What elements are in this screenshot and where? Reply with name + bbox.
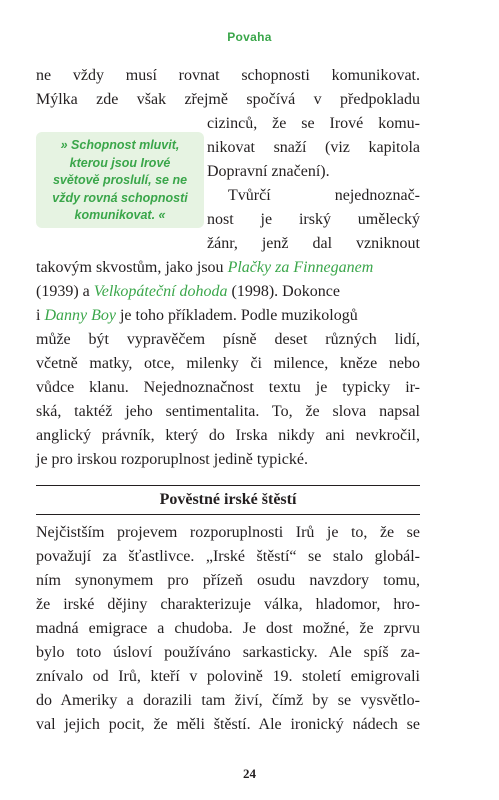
body-line: je pro irskou rozporuplnost jedině typické. — [36, 451, 308, 468]
body-line: Nejčistším projevem rozporuplnosti Irů je to, že se — [36, 524, 420, 541]
body-line: nikovat snaží (viz kapitola — [207, 139, 420, 156]
pull-quote-line: světově proslulí, se ne — [52, 173, 188, 187]
body-line: ním synonymem pro přízeň osudu navzdory tomu, — [36, 572, 420, 589]
divider — [36, 485, 420, 486]
body-line: madná emigrace a chudoba. Je dost možné, že zprvu — [36, 620, 420, 637]
body-line: žánr, jenž dal vzniknout — [207, 235, 420, 252]
pull-quote-line: komunikovat. « — [74, 208, 166, 222]
body-line: cizinců, že se Irové komu- — [207, 115, 420, 132]
body-line — [36, 257, 420, 279]
body-line: považují za šťastlivce. „Irské štěstí“ se stalo globál- — [36, 548, 420, 565]
work-title: Danny Boy — [44, 307, 116, 324]
running-header: Povaha — [227, 30, 272, 44]
body-line: nost je irský umělecký — [207, 211, 420, 228]
body-line: ne vždy musí rovnat schopnosti komunikovat. — [36, 67, 420, 84]
pull-quote-line: » Schopnost mluvit, — [60, 138, 180, 152]
body-line — [36, 281, 420, 303]
text-run: i — [36, 307, 45, 324]
body-line: vůdce klanu. Nejednoznačnost textu je typicky ir- — [36, 379, 420, 396]
work-title: Velkopáteční dohoda — [93, 283, 228, 300]
text-run: je toho příkladem. Podle muzikologů — [115, 307, 358, 324]
body-line: Dopravní značení). — [207, 163, 330, 180]
body-line: že irské dějiny charakterizuje válka, hladomor, hro- — [36, 596, 420, 613]
body-line — [36, 305, 420, 327]
section-title: Pověstné irské štěstí — [159, 491, 297, 508]
body-line: může být vypravěčem písně deset různých lidí, — [36, 331, 420, 348]
pull-quote-line: vždy rovná schopnosti — [52, 190, 188, 205]
pull-quote — [36, 132, 204, 228]
body-line: ská, taktéž jeho sentimentalita. To, že slova napsal — [36, 403, 420, 420]
body-line: včetně matky, otce, milenky či milence, kněze nebo — [36, 355, 420, 372]
page-number: 24 — [243, 766, 256, 781]
text-run: (1998). Dokonce — [227, 283, 340, 300]
body-line: znívalo od Irů, kteří v polovině 19. století emigrovali — [36, 668, 420, 685]
text-run: takovým skvostům, jako jsou — [36, 259, 228, 276]
body-line: anglický právník, který do Irska nikdy ani nevkročil, — [36, 427, 420, 444]
body-line: Mýlka zde však zřejmě spočívá v předpokladu — [36, 91, 420, 108]
work-title: Plačky za Finneganem — [227, 259, 374, 276]
pull-quote-line: kterou jsou Irové — [69, 155, 171, 170]
body-line: do Ameriky a dorazili tam živí, čímž by se vysvětlo- — [36, 692, 420, 709]
body-line: val jejich pocit, že měli štěstí. Ale ironický nádech se — [36, 716, 420, 733]
text-run: (1939) a — [36, 283, 94, 300]
body-line: bylo toto úsloví používáno sarkasticky. Ale spíš za- — [36, 644, 420, 661]
divider — [36, 514, 420, 515]
body-line: Tvůrčí nejednoznač- — [228, 187, 420, 204]
